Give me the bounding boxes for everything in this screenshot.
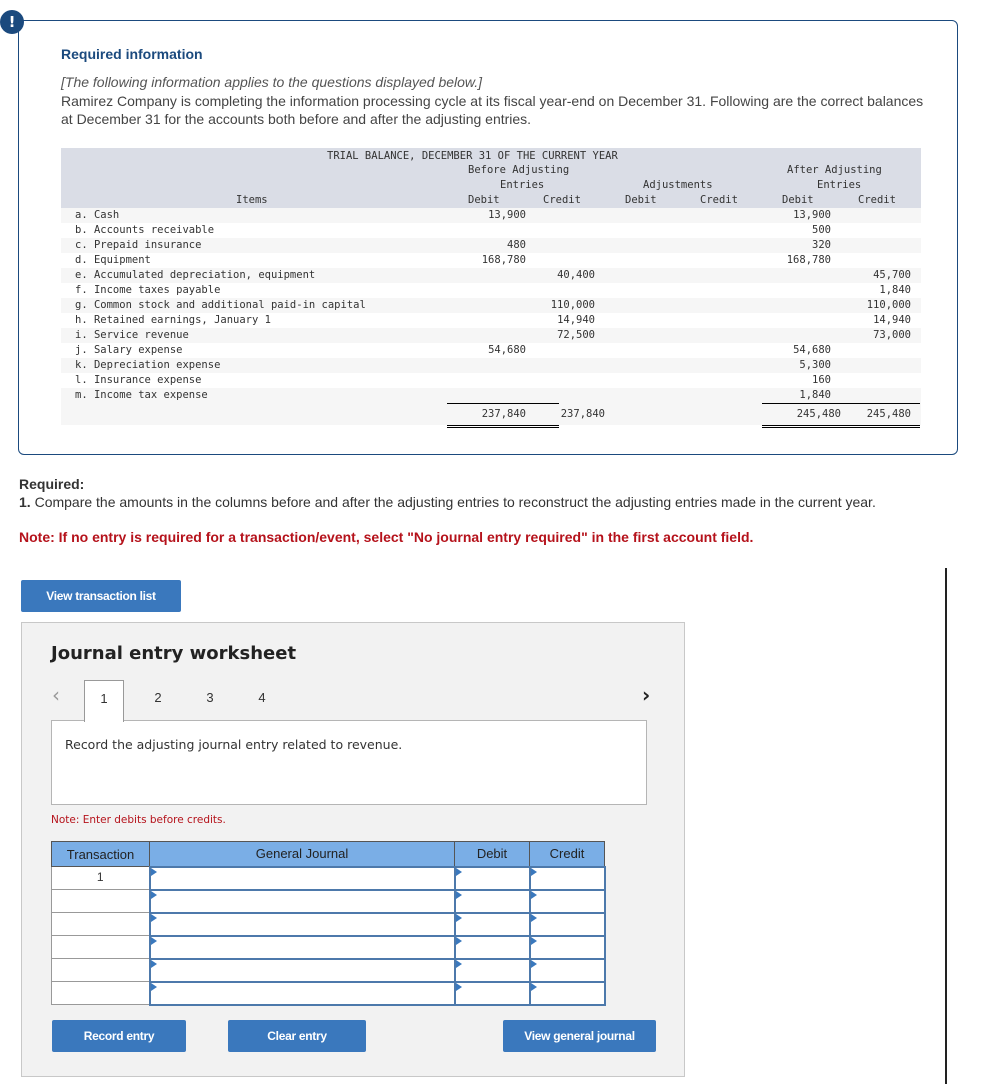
- table-row: [61, 373, 921, 388]
- after-credit-header: Credit: [858, 194, 896, 206]
- item-label: j. Salary expense: [75, 344, 183, 356]
- credit-input[interactable]: [531, 914, 604, 935]
- adj-debit-header: Debit: [625, 194, 657, 206]
- trial-balance-table: [61, 148, 921, 425]
- table-row: [61, 358, 921, 373]
- debit-input[interactable]: [456, 891, 529, 912]
- table-row: [61, 328, 921, 343]
- after-credit: 1,840: [879, 284, 911, 296]
- col-credit: Credit: [530, 842, 605, 867]
- next-arrow-icon[interactable]: ›: [642, 683, 651, 707]
- instruction-panel: [51, 720, 647, 805]
- table-row: [61, 238, 921, 253]
- clear-entry-button[interactable]: Clear entry: [228, 1020, 366, 1052]
- col-debit: Debit: [455, 842, 530, 867]
- journal-entry-worksheet: [21, 622, 685, 1077]
- debit-input[interactable]: [456, 914, 529, 935]
- totals-row: [61, 403, 921, 425]
- table-row: [52, 936, 605, 959]
- item-label: m. Income tax expense: [75, 389, 208, 401]
- transaction-number: 1: [52, 867, 150, 890]
- item-label: d. Equipment: [75, 254, 151, 266]
- debit-input[interactable]: [456, 937, 529, 958]
- table-row: [61, 268, 921, 283]
- after-group-label-2: Entries: [817, 179, 862, 191]
- table-row: [61, 283, 921, 298]
- account-select[interactable]: [151, 937, 454, 958]
- after-credit: 14,940: [873, 314, 911, 326]
- before-debit: 480: [507, 239, 526, 251]
- total-before-debit: 237,840: [481, 408, 526, 420]
- item-label: i. Service revenue: [75, 329, 189, 341]
- item-label: a. Cash: [75, 209, 120, 221]
- table-row: [61, 298, 921, 313]
- credit-input[interactable]: [531, 868, 604, 889]
- instruction-text: Record the adjusting journal entry related to revenue.: [65, 737, 403, 752]
- before-credit: 40,400: [557, 269, 595, 281]
- adjustments-group-label: Adjustments: [643, 179, 713, 191]
- total-after-credit: 245,480: [866, 408, 911, 420]
- before-credit: 72,500: [557, 329, 595, 341]
- debit-input[interactable]: [456, 983, 529, 1004]
- after-debit: 5,300: [799, 359, 831, 371]
- after-credit: 73,000: [873, 329, 911, 341]
- transaction-number: [52, 913, 150, 936]
- info-text: Ramirez Company is completing the information processing cycle at its fiscal year-end on December 31. Following are the correct balances at December 31 for the accounts both before and after the adjusting entries.: [61, 93, 924, 127]
- item-label: b. Accounts receivable: [75, 224, 215, 236]
- before-debit: 13,900: [488, 209, 526, 221]
- credit-input[interactable]: [531, 891, 604, 912]
- after-group-label: After Adjusting: [787, 164, 882, 176]
- before-credit: 14,940: [557, 314, 595, 326]
- trial-balance-header: [61, 148, 921, 208]
- table-row: [61, 343, 921, 358]
- transaction-number: [52, 982, 150, 1005]
- table-row: [61, 388, 921, 403]
- after-debit: 500: [812, 224, 831, 236]
- before-group-label: Before Adjusting: [468, 164, 570, 176]
- table-row: [61, 313, 921, 328]
- item-label: k. Depreciation expense: [75, 359, 221, 371]
- required-text: [19, 494, 959, 511]
- table-row: [52, 959, 605, 982]
- table-row: [52, 982, 605, 1005]
- required-note: Note: If no entry is required for a transaction/event, select "No journal entry required" in the first account field.: [19, 529, 754, 545]
- item-label: c. Prepaid insurance: [75, 239, 202, 251]
- table-row: [61, 208, 921, 223]
- col-transaction: Transaction: [52, 842, 150, 867]
- credit-input[interactable]: [531, 960, 604, 981]
- before-debit-header: Debit: [468, 194, 500, 206]
- after-debit: 13,900: [793, 209, 831, 221]
- table-row: [52, 913, 605, 936]
- adj-credit-header: Credit: [700, 194, 738, 206]
- before-credit: 110,000: [550, 299, 595, 311]
- before-debit: 168,780: [481, 254, 526, 266]
- account-select[interactable]: [151, 868, 454, 889]
- table-row: [52, 867, 605, 890]
- table-row: [52, 890, 605, 913]
- record-entry-button[interactable]: Record entry: [52, 1020, 186, 1052]
- before-group-label-2: Entries: [500, 179, 545, 191]
- debit-input[interactable]: [456, 868, 529, 889]
- view-transaction-list-button[interactable]: View transaction list: [21, 580, 181, 612]
- after-debit: 168,780: [786, 254, 831, 266]
- worksheet-title: Journal entry worksheet: [51, 643, 297, 664]
- debits-note: Note: Enter debits before credits.: [51, 814, 226, 826]
- info-title: Required information: [61, 46, 203, 62]
- credit-input[interactable]: [531, 937, 604, 958]
- before-debit: 54,680: [488, 344, 526, 356]
- total-after-debit: 245,480: [796, 408, 841, 420]
- item-label: l. Insurance expense: [75, 374, 202, 386]
- item-label: h. Retained earnings, January 1: [75, 314, 271, 326]
- items-header: Items: [236, 194, 268, 206]
- prev-arrow-icon[interactable]: ‹: [52, 683, 60, 707]
- view-general-journal-button[interactable]: View general journal: [503, 1020, 656, 1052]
- tab-4[interactable]: 4: [258, 690, 266, 705]
- divider-line: [945, 568, 947, 1084]
- required-instruction: Compare the amounts in the columns before and after the adjusting entries to reconstruct the adjusting entries made in the current year.: [30, 494, 876, 510]
- tab-2[interactable]: 2: [154, 690, 162, 705]
- before-credit-header: Credit: [543, 194, 581, 206]
- alert-icon: !: [0, 10, 24, 34]
- item-label: e. Accumulated depreciation, equipment: [75, 269, 316, 281]
- after-credit: 110,000: [866, 299, 911, 311]
- after-credit: 45,700: [873, 269, 911, 281]
- item-label: f. Income taxes payable: [75, 284, 221, 296]
- after-debit: 160: [812, 374, 831, 386]
- after-debit-header: Debit: [782, 194, 814, 206]
- journal-table: [51, 841, 606, 1006]
- trial-balance-title: TRIAL BALANCE, DECEMBER 31 OF THE CURRENT YEAR: [327, 150, 618, 162]
- after-debit: 54,680: [793, 344, 831, 356]
- required-number: 1.: [19, 494, 31, 510]
- tab-3[interactable]: 3: [206, 690, 214, 705]
- transaction-number: [52, 890, 150, 913]
- transaction-number: [52, 936, 150, 959]
- account-select[interactable]: [151, 891, 454, 912]
- after-debit: 320: [812, 239, 831, 251]
- account-select[interactable]: [151, 960, 454, 981]
- item-label: g. Common stock and additional paid-in capital: [75, 299, 366, 311]
- transaction-number: [52, 959, 150, 982]
- table-row: [61, 223, 921, 238]
- account-select[interactable]: [151, 914, 454, 935]
- col-general-journal: General Journal: [150, 842, 455, 867]
- credit-input[interactable]: [531, 983, 604, 1004]
- info-intro: [The following information applies to the questions displayed below.]: [61, 74, 483, 90]
- trial-balance-body: [61, 208, 921, 403]
- tab-1[interactable]: 1: [84, 680, 124, 722]
- total-before-credit: 237,840: [560, 408, 605, 420]
- account-select[interactable]: [151, 983, 454, 1004]
- debit-input[interactable]: [456, 960, 529, 981]
- table-row: [61, 253, 921, 268]
- required-label: Required:: [19, 476, 85, 492]
- after-debit: 1,840: [799, 389, 831, 401]
